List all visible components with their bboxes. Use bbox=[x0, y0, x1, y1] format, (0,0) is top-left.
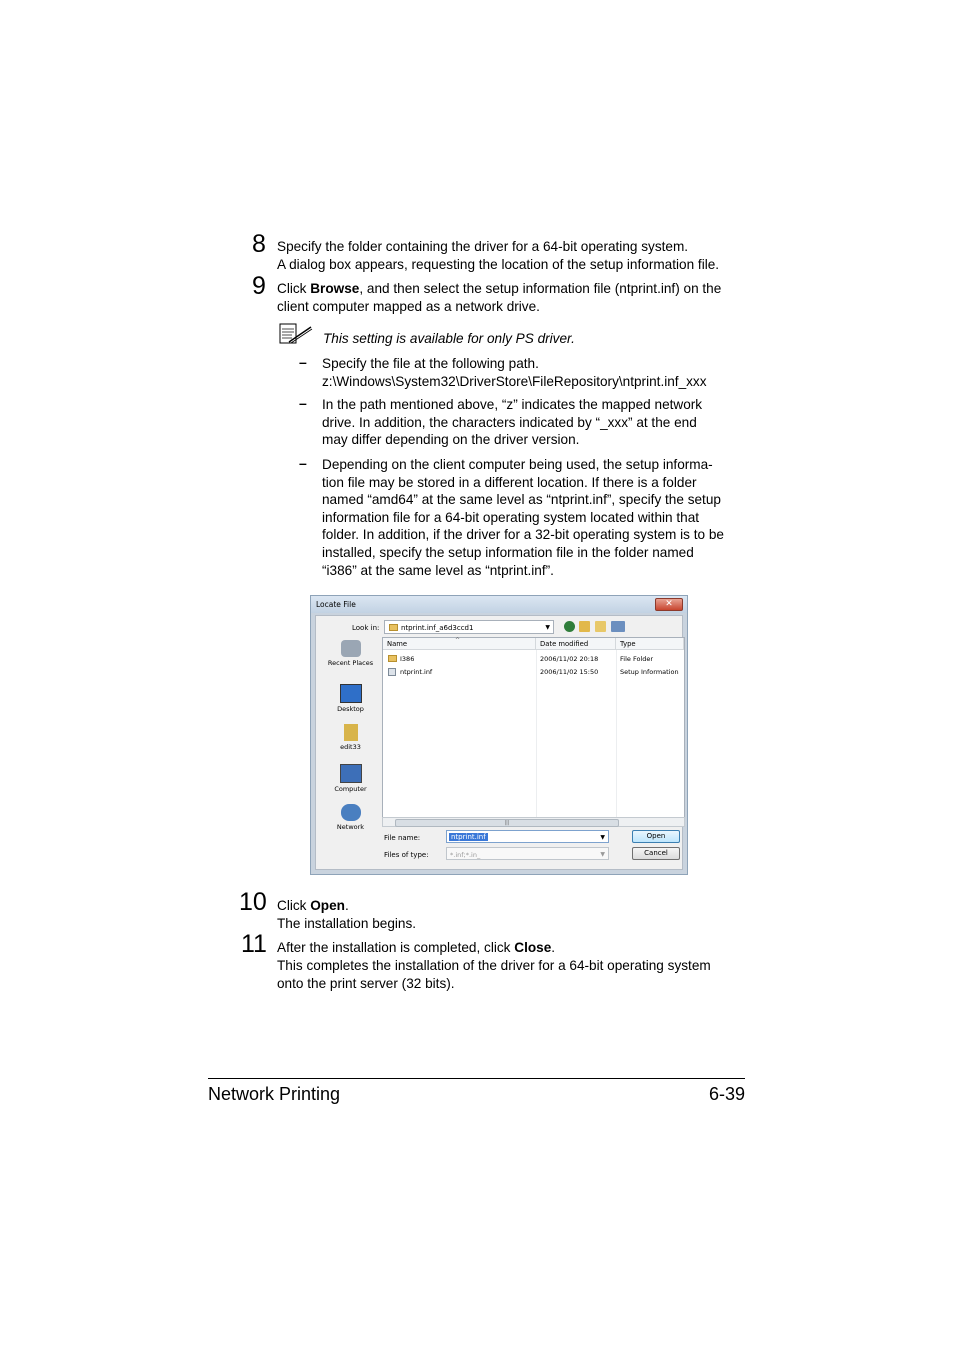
step-10-line-1 bbox=[277, 897, 416, 915]
note-text: This setting is available for only PS driver. bbox=[323, 331, 575, 346]
note-icon bbox=[279, 323, 313, 345]
scroll-grip: ||| bbox=[504, 820, 510, 826]
column-label: Type bbox=[620, 640, 636, 648]
step-11-post: . bbox=[551, 940, 556, 955]
step-11-line-1 bbox=[277, 939, 711, 957]
up-folder-icon[interactable] bbox=[579, 621, 590, 632]
place-label: Network bbox=[336, 823, 365, 831]
step-10-post: . bbox=[344, 898, 349, 913]
place-computer[interactable] bbox=[320, 764, 381, 793]
step-9-post: , and then select the setup information file (ntprint.inf) on the bbox=[359, 281, 722, 296]
bullet-3 bbox=[322, 456, 747, 579]
close-icon: ✕ bbox=[665, 599, 673, 609]
page-number: 6-39 bbox=[708, 1084, 745, 1104]
new-folder-icon[interactable] bbox=[595, 621, 606, 632]
step-8-text bbox=[277, 238, 719, 274]
place-label: Computer bbox=[334, 785, 367, 793]
bullet-3-line-1: Depending on the client computer being used, the setup informa- bbox=[322, 457, 713, 472]
step-11-text bbox=[277, 939, 711, 993]
file-date: 2006/11/02 15:50 bbox=[540, 668, 599, 676]
place-label: Desktop bbox=[337, 705, 364, 713]
desktop-icon bbox=[340, 684, 362, 703]
files-of-type-label: Files of type: bbox=[384, 851, 429, 859]
files-of-type-value: *.inf;*.in_ bbox=[450, 851, 481, 859]
step-11-pre: After the installation is completed, click bbox=[277, 940, 515, 955]
step-8-number: 8 bbox=[252, 230, 266, 258]
folder-icon bbox=[388, 655, 397, 662]
open-label: Open bbox=[646, 832, 666, 840]
inf-file-icon bbox=[388, 668, 396, 676]
column-header-name[interactable] bbox=[383, 638, 536, 650]
step-9-line-2: client computer mapped as a network drive. bbox=[277, 299, 540, 314]
bullet-2 bbox=[322, 396, 747, 449]
place-label: Recent Places bbox=[327, 659, 374, 667]
file-type: Setup Information bbox=[620, 668, 679, 676]
step-10-bold: Open bbox=[310, 898, 345, 913]
bullet-3-line-5: folder. In addition, if the driver for a 32-bit operating system is to be bbox=[322, 527, 724, 543]
file-name-value: ntprint.inf bbox=[451, 833, 486, 841]
user-folder-icon bbox=[344, 724, 358, 741]
look-in-dropdown[interactable] bbox=[384, 620, 554, 634]
computer-icon bbox=[340, 764, 362, 783]
place-network[interactable] bbox=[320, 804, 381, 831]
column-label: Date modified bbox=[540, 640, 589, 648]
sort-ascending-icon: ^ bbox=[455, 637, 461, 644]
step-11-line-3: onto the print server (32 bits). bbox=[277, 976, 455, 991]
step-8-line-1: Specify the folder containing the driver for a 64-bit operating system. bbox=[277, 239, 689, 254]
close-button[interactable] bbox=[655, 598, 683, 611]
dialog-title-bar bbox=[311, 596, 687, 613]
look-in-value: ntprint.inf_a6d3ccd1 bbox=[401, 624, 474, 632]
bullet-3-line-4: information file for a 64-bit operating system located within that bbox=[322, 509, 700, 525]
file-name-input[interactable] bbox=[446, 830, 609, 843]
step-9-bold: Browse bbox=[310, 281, 360, 296]
file-name: ntprint.inf bbox=[400, 668, 433, 676]
step-10-pre: Click bbox=[277, 898, 311, 913]
back-icon[interactable] bbox=[564, 621, 575, 632]
open-button[interactable] bbox=[632, 830, 680, 843]
table-row[interactable] bbox=[383, 667, 684, 678]
bullet-1-line-2: z:\Windows\System32\DriverStore\FileRepository\ntprint.inf_xxx bbox=[322, 373, 707, 389]
bullet-1-line-1: Specify the file at the following path. bbox=[322, 356, 539, 371]
place-desktop[interactable] bbox=[320, 684, 381, 713]
chevron-down-icon: ▼ bbox=[600, 834, 605, 841]
bullet-3-line-2: tion file may be stored in a different location. If there is a folder bbox=[322, 474, 697, 490]
chevron-down-icon: ▼ bbox=[600, 851, 605, 858]
place-user-folder[interactable] bbox=[320, 724, 381, 751]
locate-file-dialog bbox=[310, 595, 688, 875]
bullet-3-dash: – bbox=[299, 455, 307, 471]
scrollbar-thumb[interactable] bbox=[395, 819, 619, 827]
step-8-line-2: A dialog box appears, requesting the location of the setup information file. bbox=[277, 257, 720, 272]
footer-rule bbox=[208, 1078, 745, 1079]
dialog-body bbox=[315, 615, 683, 870]
table-row[interactable] bbox=[383, 654, 684, 665]
file-name-label: File name: bbox=[384, 834, 421, 842]
bullet-3-line-7: “i386” at the same level as “ntprint.inf”. bbox=[322, 562, 554, 578]
look-in-label: Look in: bbox=[352, 624, 380, 632]
places-bar bbox=[320, 638, 381, 863]
bullet-1 bbox=[322, 355, 747, 390]
step-10-number: 10 bbox=[239, 888, 267, 916]
column-header-date[interactable] bbox=[536, 638, 616, 650]
bullet-2-line-1: In the path mentioned above, “z” indicates the mapped network bbox=[322, 397, 703, 412]
file-type: File Folder bbox=[620, 655, 654, 663]
bullet-3-line-6: installed, specify the setup information file in the folder named bbox=[322, 544, 694, 560]
bullet-2-line-2: drive. In addition, the characters indicated by “_xxx” at the end bbox=[322, 414, 697, 430]
views-menu-icon[interactable] bbox=[611, 621, 625, 632]
bullet-3-line-3: named “amd64” at the same level as “ntprint.inf”, specify the setup bbox=[322, 492, 721, 508]
cancel-label: Cancel bbox=[644, 849, 668, 857]
step-10-line-2: The installation begins. bbox=[277, 916, 417, 931]
column-label: Name bbox=[387, 640, 408, 648]
step-9-number: 9 bbox=[252, 272, 266, 300]
step-9-line-1 bbox=[277, 280, 721, 298]
place-recent-places[interactable] bbox=[320, 640, 381, 667]
dialog-title: Locate File bbox=[316, 600, 356, 609]
bullet-2-line-3: may differ depending on the driver version. bbox=[322, 432, 580, 448]
footer-section-title: Network Printing bbox=[208, 1084, 341, 1104]
column-header-type[interactable] bbox=[616, 638, 684, 650]
bullet-1-dash: – bbox=[299, 354, 307, 370]
step-11-bold: Close bbox=[514, 940, 552, 955]
chevron-down-icon: ▼ bbox=[545, 624, 550, 631]
file-date: 2006/11/02 20:18 bbox=[540, 655, 599, 663]
step-11-line-2: This completes the installation of the driver for a 64-bit operating system bbox=[277, 958, 711, 973]
folder-icon bbox=[389, 624, 398, 631]
step-10-text bbox=[277, 897, 416, 933]
step-11-number: 11 bbox=[241, 930, 267, 958]
file-name: I386 bbox=[400, 655, 415, 663]
place-label: edit33 bbox=[340, 743, 361, 751]
cancel-button[interactable] bbox=[632, 847, 680, 860]
network-icon bbox=[341, 804, 361, 821]
step-9-text bbox=[277, 280, 721, 316]
files-of-type-select[interactable] bbox=[446, 847, 609, 860]
bullet-2-dash: – bbox=[299, 395, 307, 411]
step-9-pre: Click bbox=[277, 281, 311, 296]
recent-places-icon bbox=[341, 640, 361, 657]
horizontal-scrollbar[interactable] bbox=[382, 817, 685, 827]
file-list bbox=[382, 637, 685, 825]
